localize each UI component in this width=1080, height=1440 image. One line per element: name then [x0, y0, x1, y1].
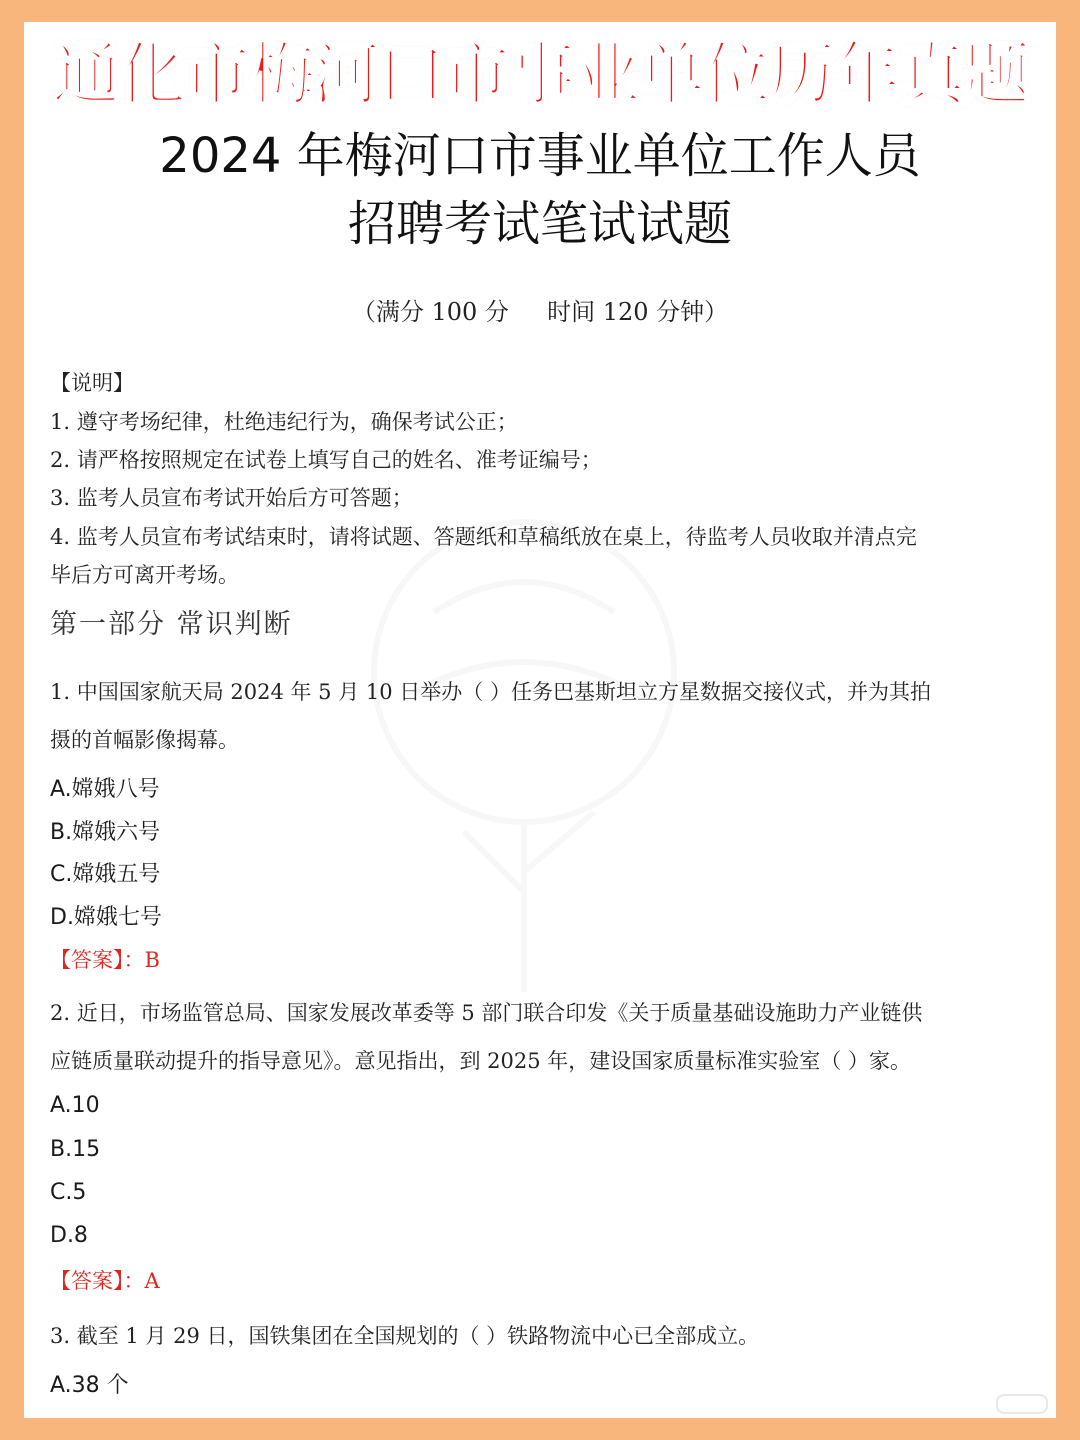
question-text: 摄的首幅影像揭幕。	[50, 728, 239, 752]
option: B.15	[50, 1137, 101, 1162]
banner-title: 通化市梅河口市事业单位历年真题	[52, 36, 1028, 115]
option: A.38 个	[50, 1373, 129, 1398]
option: B.嫦娥六号	[50, 820, 161, 845]
instruction-item: 毕后方可离开考场。	[50, 563, 239, 587]
instructions-heading: 【说明】	[50, 371, 134, 395]
corner-mark-icon	[996, 1394, 1048, 1414]
instruction-item: 2. 请严格按照规定在试卷上填写自己的姓名、准考证编号；	[50, 448, 602, 472]
exam-meta: （满分 100 分 时间 120 分钟）	[351, 298, 729, 326]
answer-label: 【答案】：B	[50, 948, 160, 972]
option: D.嫦娥七号	[50, 905, 162, 930]
exam-title-line-1: 2024 年梅河口市事业单位工作人员	[159, 128, 921, 184]
option: D.8	[50, 1223, 88, 1248]
option: A.10	[50, 1093, 100, 1118]
option: C.嫦娥五号	[50, 862, 161, 887]
instruction-item: 3. 监考人员宣布考试开始后方可答题；	[50, 486, 413, 510]
answer-label: 【答案】：A	[50, 1269, 160, 1293]
instruction-item: 1. 遵守考场纪律，杜绝违纪行为，确保考试公正；	[50, 410, 518, 434]
option: A.嫦娥八号	[50, 777, 160, 802]
instruction-item: 4. 监考人员宣布考试结束时，请将试题、答题纸和草稿纸放在桌上，待监考人员收取并清点完	[50, 525, 917, 549]
question-text: 2. 近日，市场监管总局、国家发展改革委等 5 部门联合印发《关于质量基础设施助力产业链供	[50, 1001, 923, 1025]
exam-page	[24, 22, 1056, 1418]
question-text: 3. 截至 1 月 29 日，国铁集团在全国规划的（ ）铁路物流中心已全部成立。	[50, 1324, 760, 1348]
question-text: 应链质量联动提升的指导意见》。意见指出，到 2025 年，建设国家质量标准实验室（ ）家。	[50, 1049, 911, 1073]
exam-title-line-2: 招聘考试笔试试题	[347, 196, 732, 252]
question-text: 1. 中国国家航天局 2024 年 5 月 10 日举办（ ）任务巴基斯坦立方星数据交接仪式，并为其拍	[50, 680, 931, 704]
section-title: 第一部分 常识判断	[50, 609, 293, 640]
option: C.5	[50, 1180, 87, 1205]
